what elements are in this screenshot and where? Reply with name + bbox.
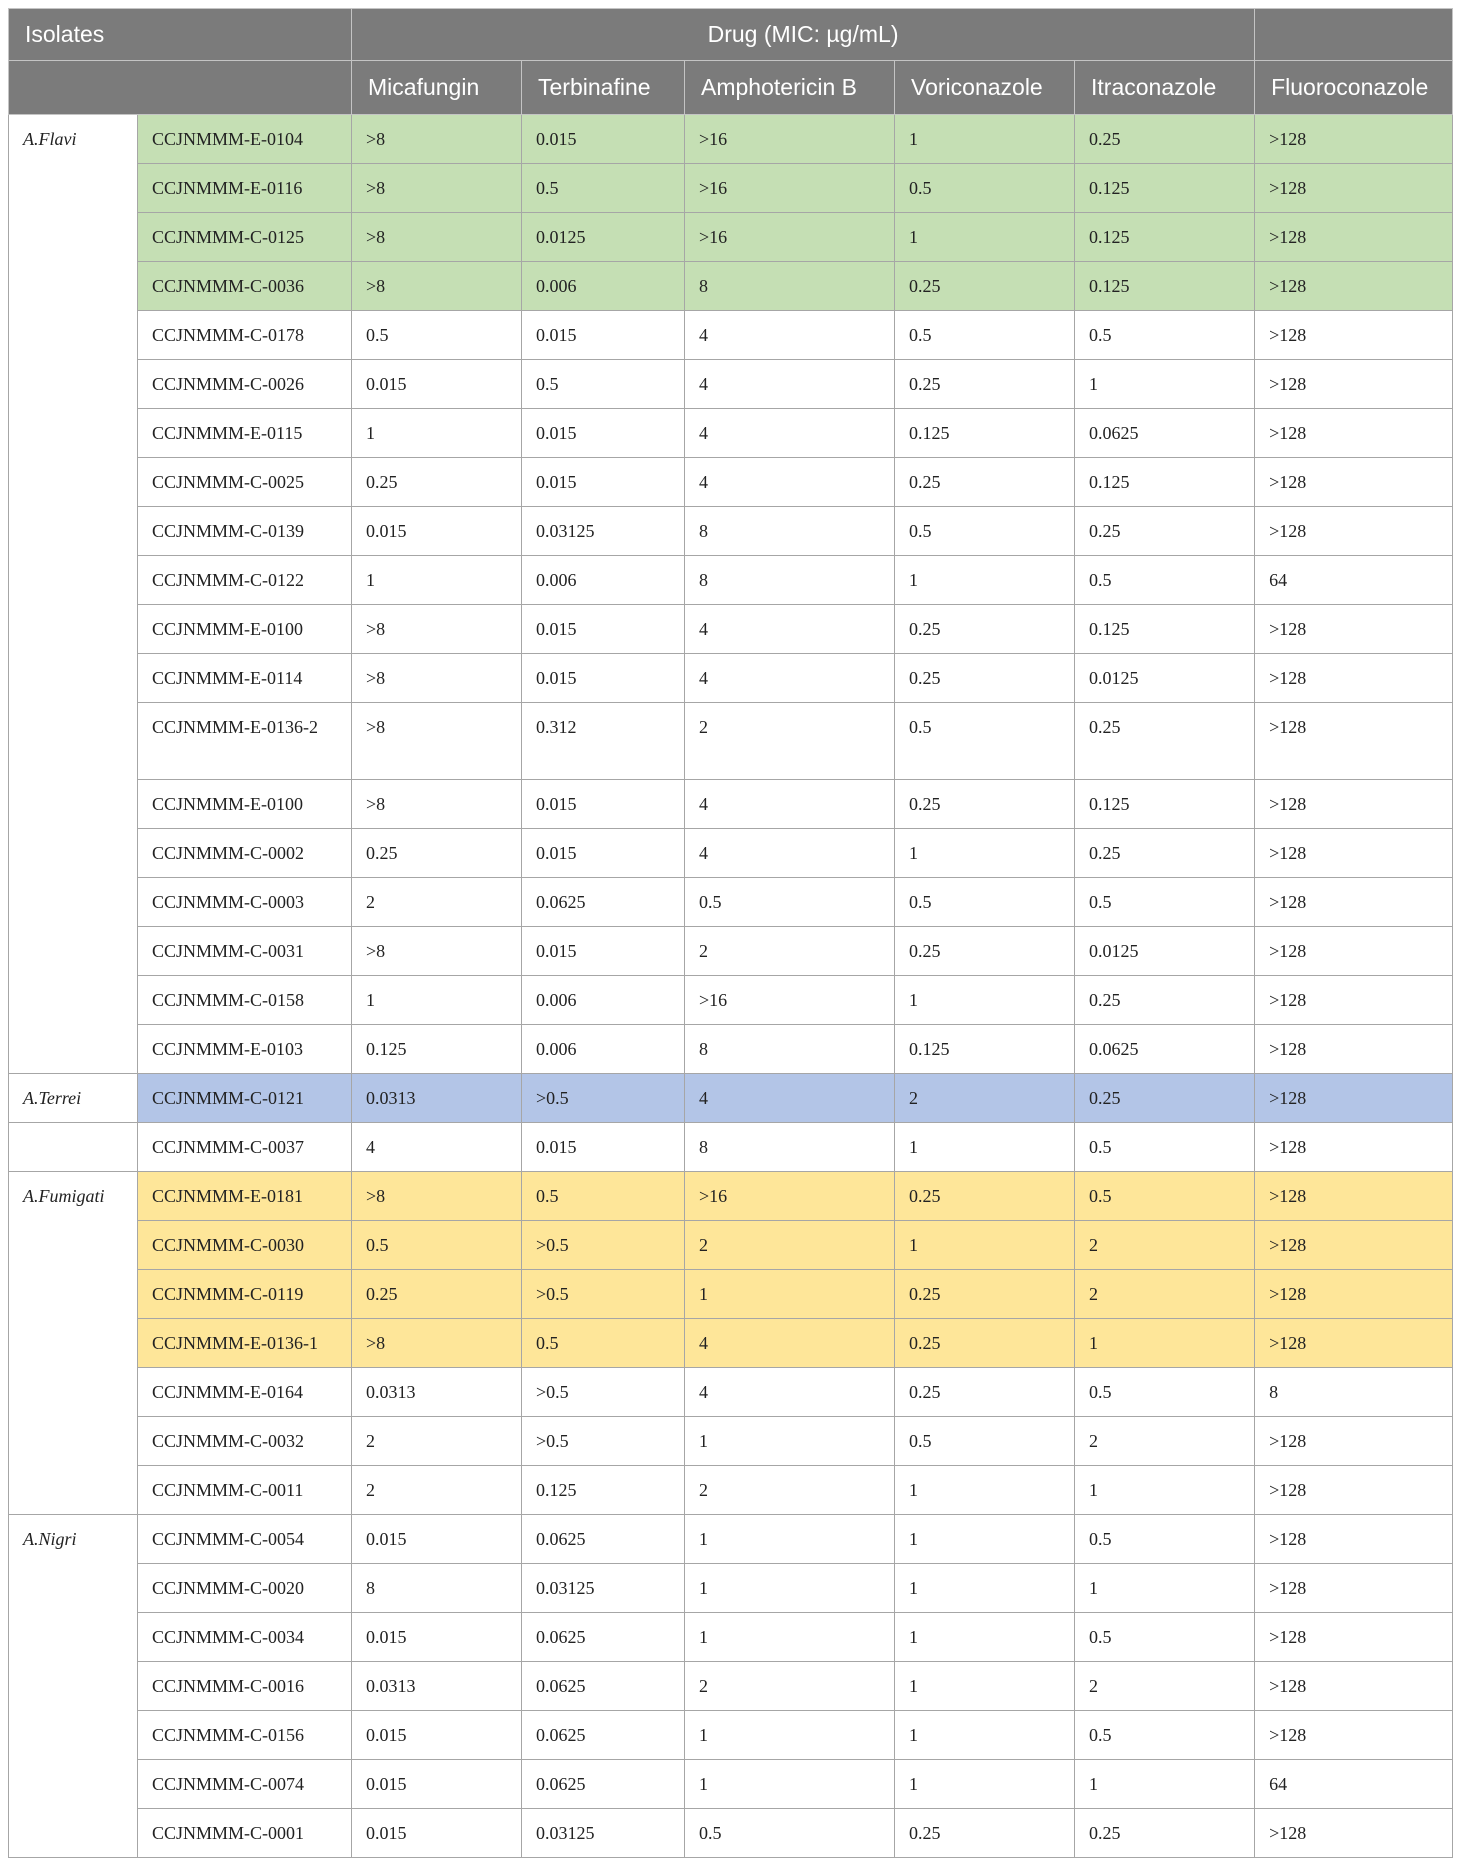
mic-value-cell: >128	[1255, 976, 1453, 1025]
mic-value-cell: 0.125	[895, 1025, 1075, 1074]
mic-value-cell: 2	[352, 1466, 522, 1515]
mic-value-cell: 0.5	[1075, 1711, 1255, 1760]
isolate-id-cell: CCJNMMM-C-0156	[138, 1711, 352, 1760]
mic-value-cell: 1	[352, 976, 522, 1025]
isolate-id-cell: CCJNMMM-E-0164	[138, 1368, 352, 1417]
mic-value-cell: >128	[1255, 409, 1453, 458]
table-row	[9, 780, 1453, 829]
mic-value-cell: 1	[685, 1613, 895, 1662]
mic-value-cell: 0.125	[1075, 780, 1255, 829]
mic-value-cell: >8	[352, 605, 522, 654]
column-header: Amphotericin B	[685, 61, 895, 115]
mic-value-cell: 2	[1075, 1662, 1255, 1711]
mic-value-cell: >128	[1255, 360, 1453, 409]
group-label-empty	[9, 1123, 138, 1172]
mic-value-cell: 0.25	[895, 1368, 1075, 1417]
mic-value-cell: >128	[1255, 703, 1453, 780]
table-row	[9, 507, 1453, 556]
isolate-id-cell: CCJNMMM-C-0034	[138, 1613, 352, 1662]
isolate-id-cell: CCJNMMM-C-0119	[138, 1270, 352, 1319]
group-label: A.Fumigati	[9, 1172, 138, 1515]
mic-value-cell: 0.125	[895, 409, 1075, 458]
table-row	[9, 829, 1453, 878]
mic-value-cell: 1	[1075, 1466, 1255, 1515]
mic-value-cell: >128	[1255, 262, 1453, 311]
mic-value-cell: 1	[685, 1711, 895, 1760]
mic-value-cell: >8	[352, 213, 522, 262]
mic-value-cell: 2	[1075, 1270, 1255, 1319]
mic-value-cell: >0.5	[522, 1368, 685, 1417]
mic-value-cell: >8	[352, 654, 522, 703]
mic-value-cell: >16	[685, 213, 895, 262]
mic-value-cell: 8	[352, 1564, 522, 1613]
table-row	[9, 1760, 1453, 1809]
mic-value-cell: 64	[1255, 556, 1453, 605]
isolate-id-cell: CCJNMMM-C-0032	[138, 1417, 352, 1466]
mic-value-cell: >8	[352, 703, 522, 780]
table-row	[9, 927, 1453, 976]
mic-value-cell: 1	[352, 409, 522, 458]
isolate-id-cell: CCJNMMM-C-0139	[138, 507, 352, 556]
mic-value-cell: 0.25	[352, 829, 522, 878]
isolate-id-cell: CCJNMMM-C-0001	[138, 1809, 352, 1858]
mic-value-cell: 0.0625	[522, 878, 685, 927]
header-blank-cell	[1255, 9, 1453, 61]
table-row	[9, 1221, 1453, 1270]
mic-value-cell: 0.25	[1075, 507, 1255, 556]
mic-value-cell: 1	[895, 1221, 1075, 1270]
mic-value-cell: 0.015	[522, 605, 685, 654]
mic-value-cell: 0.312	[522, 703, 685, 780]
mic-value-cell: 0.25	[895, 1319, 1075, 1368]
table-row	[9, 1123, 1453, 1172]
mic-value-cell: 4	[685, 829, 895, 878]
mic-value-cell: 0.015	[522, 654, 685, 703]
column-header: Itraconazole	[1075, 61, 1255, 115]
table-row	[9, 976, 1453, 1025]
mic-value-cell: 0.015	[522, 115, 685, 164]
mic-value-cell: 0.25	[895, 1172, 1075, 1221]
mic-value-cell: >128	[1255, 1270, 1453, 1319]
isolate-id-cell: CCJNMMM-E-0181	[138, 1172, 352, 1221]
isolate-id-cell: CCJNMMM-E-0136-2	[138, 703, 352, 780]
mic-value-cell: 0.5	[522, 360, 685, 409]
group-label: A.Terrei	[9, 1074, 138, 1123]
column-header: Fluoroconazole	[1255, 61, 1453, 115]
mic-value-cell: 0.5	[1075, 1515, 1255, 1564]
mic-value-cell: >16	[685, 1172, 895, 1221]
mic-value-cell: 64	[1255, 1760, 1453, 1809]
mic-value-cell: 0.25	[352, 1270, 522, 1319]
isolate-id-cell: CCJNMMM-C-0121	[138, 1074, 352, 1123]
table-row	[9, 1319, 1453, 1368]
mic-value-cell: >128	[1255, 507, 1453, 556]
mic-value-cell: 1	[895, 213, 1075, 262]
mic-value-cell: 1	[685, 1760, 895, 1809]
mic-value-cell: >128	[1255, 1711, 1453, 1760]
mic-value-cell: 4	[685, 409, 895, 458]
mic-value-cell: >128	[1255, 1662, 1453, 1711]
mic-value-cell: 0.006	[522, 556, 685, 605]
mic-value-cell: 4	[352, 1123, 522, 1172]
mic-value-cell: 1	[895, 1760, 1075, 1809]
mic-value-cell: >128	[1255, 654, 1453, 703]
table-row	[9, 703, 1453, 780]
mic-value-cell: 0.0625	[522, 1515, 685, 1564]
mic-value-cell: >8	[352, 164, 522, 213]
mic-value-cell: 0.5	[352, 1221, 522, 1270]
mic-value-cell: 0.125	[1075, 605, 1255, 654]
isolate-id-cell: CCJNMMM-C-0054	[138, 1515, 352, 1564]
mic-value-cell: 0.0625	[522, 1760, 685, 1809]
mic-value-cell: >8	[352, 927, 522, 976]
mic-value-cell: 0.015	[522, 780, 685, 829]
mic-value-cell: 2	[685, 1662, 895, 1711]
isolate-id-cell: CCJNMMM-C-0122	[138, 556, 352, 605]
mic-value-cell: 0.03125	[522, 1809, 685, 1858]
mic-value-cell: 8	[685, 262, 895, 311]
table-row	[9, 262, 1453, 311]
mic-value-cell: >128	[1255, 1466, 1453, 1515]
mic-value-cell: 0.0313	[352, 1074, 522, 1123]
mic-value-cell: 0.25	[895, 927, 1075, 976]
mic-value-cell: >16	[685, 115, 895, 164]
isolate-id-cell: CCJNMMM-C-0025	[138, 458, 352, 507]
mic-value-cell: >128	[1255, 780, 1453, 829]
mic-value-cell: >128	[1255, 1564, 1453, 1613]
mic-value-cell: 2	[685, 1221, 895, 1270]
mic-value-cell: 8	[685, 1025, 895, 1074]
mic-value-cell: 0.015	[522, 458, 685, 507]
mic-value-cell: 0.0625	[1075, 409, 1255, 458]
isolate-id-cell: CCJNMMM-E-0116	[138, 164, 352, 213]
mic-value-cell: 4	[685, 1319, 895, 1368]
table-row	[9, 1515, 1453, 1564]
table-row	[9, 1613, 1453, 1662]
mic-value-cell: 0.006	[522, 1025, 685, 1074]
isolates-header: Isolates	[9, 9, 352, 61]
mic-value-cell: 0.0313	[352, 1368, 522, 1417]
table-row	[9, 1564, 1453, 1613]
isolate-id-cell: CCJNMMM-C-0037	[138, 1123, 352, 1172]
isolate-id-cell: CCJNMMM-C-0011	[138, 1466, 352, 1515]
isolate-id-cell: CCJNMMM-C-0178	[138, 311, 352, 360]
table-row	[9, 311, 1453, 360]
mic-value-cell: 0.5	[1075, 1613, 1255, 1662]
mic-value-cell: 0.015	[522, 1123, 685, 1172]
mic-value-cell: 2	[352, 1417, 522, 1466]
isolate-id-cell: CCJNMMM-E-0115	[138, 409, 352, 458]
mic-value-cell: 1	[895, 1466, 1075, 1515]
mic-value-cell: 1	[895, 976, 1075, 1025]
mic-value-cell: 0.25	[895, 605, 1075, 654]
mic-value-cell: 0.25	[895, 654, 1075, 703]
mic-value-cell: 0.25	[352, 458, 522, 507]
mic-value-cell: 0.5	[895, 1417, 1075, 1466]
mic-value-cell: >128	[1255, 1074, 1453, 1123]
mic-value-cell: 0.015	[352, 1711, 522, 1760]
mic-value-cell: >0.5	[522, 1270, 685, 1319]
mic-value-cell: >128	[1255, 1809, 1453, 1858]
table-row	[9, 654, 1453, 703]
isolate-id-cell: CCJNMMM-C-0158	[138, 976, 352, 1025]
mic-value-cell: >128	[1255, 164, 1453, 213]
mic-value-cell: 0.0625	[522, 1711, 685, 1760]
isolate-id-cell: CCJNMMM-E-0114	[138, 654, 352, 703]
mic-value-cell: 2	[685, 927, 895, 976]
table-row	[9, 458, 1453, 507]
mic-value-cell: 0.015	[522, 927, 685, 976]
isolate-id-cell: CCJNMMM-C-0016	[138, 1662, 352, 1711]
mic-value-cell: 1	[895, 1515, 1075, 1564]
mic-value-cell: >128	[1255, 1319, 1453, 1368]
mic-value-cell: >128	[1255, 1025, 1453, 1074]
mic-value-cell: >16	[685, 976, 895, 1025]
isolate-id-cell: CCJNMMM-E-0100	[138, 605, 352, 654]
table-row	[9, 1809, 1453, 1858]
mic-value-cell: >128	[1255, 1515, 1453, 1564]
mic-value-cell: >128	[1255, 213, 1453, 262]
mic-value-cell: 0.125	[352, 1025, 522, 1074]
mic-value-cell: 0.25	[1075, 829, 1255, 878]
mic-value-cell: >8	[352, 780, 522, 829]
table-row	[9, 605, 1453, 654]
mic-value-cell: 0.03125	[522, 507, 685, 556]
table-row	[9, 878, 1453, 927]
mic-value-cell: >128	[1255, 115, 1453, 164]
mic-value-cell: >0.5	[522, 1221, 685, 1270]
mic-value-cell: 0.5	[895, 507, 1075, 556]
mic-value-cell: >16	[685, 164, 895, 213]
mic-value-cell: 2	[685, 1466, 895, 1515]
mic-value-cell: 4	[685, 780, 895, 829]
mic-value-cell: 2	[1075, 1417, 1255, 1466]
mic-value-cell: 0.25	[895, 1809, 1075, 1858]
isolate-id-cell: CCJNMMM-C-0003	[138, 878, 352, 927]
mic-value-cell: 1	[895, 829, 1075, 878]
table-row	[9, 556, 1453, 605]
isolate-id-cell: CCJNMMM-C-0030	[138, 1221, 352, 1270]
mic-value-cell: 1	[895, 1662, 1075, 1711]
mic-value-cell: 8	[685, 1123, 895, 1172]
mic-value-cell: 0.25	[895, 262, 1075, 311]
mic-value-cell: >128	[1255, 1172, 1453, 1221]
table-row	[9, 1662, 1453, 1711]
mic-value-cell: 0.25	[1075, 1074, 1255, 1123]
mic-value-cell: 0.25	[895, 458, 1075, 507]
column-header: Micafungin	[352, 61, 522, 115]
mic-value-cell: 0.5	[895, 164, 1075, 213]
mic-value-cell: >128	[1255, 829, 1453, 878]
table-row	[9, 115, 1453, 164]
mic-value-cell: 4	[685, 1368, 895, 1417]
isolate-id-cell: CCJNMMM-C-0125	[138, 213, 352, 262]
table-row	[9, 213, 1453, 262]
mic-value-cell: 0.5	[522, 164, 685, 213]
mic-value-cell: 0.006	[522, 976, 685, 1025]
mic-value-cell: 0.015	[522, 311, 685, 360]
mic-value-cell: 0.0625	[522, 1613, 685, 1662]
mic-value-cell: >128	[1255, 605, 1453, 654]
mic-value-cell: 0.5	[522, 1319, 685, 1368]
mic-value-cell: >128	[1255, 1417, 1453, 1466]
mic-value-cell: 0.015	[352, 360, 522, 409]
mic-value-cell: 0.5	[895, 311, 1075, 360]
isolate-id-cell: CCJNMMM-C-0026	[138, 360, 352, 409]
mic-value-cell: 8	[1255, 1368, 1453, 1417]
mic-value-cell: 4	[685, 1074, 895, 1123]
isolate-id-cell: CCJNMMM-E-0104	[138, 115, 352, 164]
mic-value-cell: >8	[352, 1319, 522, 1368]
mic-value-cell: 0.5	[352, 311, 522, 360]
mic-value-cell: 0.0313	[352, 1662, 522, 1711]
mic-value-cell: 0.25	[895, 1270, 1075, 1319]
mic-value-cell: 0.125	[522, 1466, 685, 1515]
mic-value-cell: 0.25	[895, 780, 1075, 829]
column-header: Voriconazole	[895, 61, 1075, 115]
mic-value-cell: 4	[685, 458, 895, 507]
table-row	[9, 1368, 1453, 1417]
table-row	[9, 409, 1453, 458]
mic-value-cell: >128	[1255, 458, 1453, 507]
table-row	[9, 1417, 1453, 1466]
mic-value-cell: 0.0125	[1075, 927, 1255, 976]
mic-value-cell: 0.125	[1075, 164, 1255, 213]
table-row	[9, 1025, 1453, 1074]
mic-value-cell: 1	[895, 1711, 1075, 1760]
group-label: A.Flavi	[9, 115, 138, 1074]
mic-value-cell: >0.5	[522, 1074, 685, 1123]
mic-value-cell: 0.125	[1075, 262, 1255, 311]
mic-value-cell: 0.015	[522, 829, 685, 878]
mic-value-cell: 0.0625	[1075, 1025, 1255, 1074]
mic-value-cell: 0.5	[1075, 1172, 1255, 1221]
mic-value-cell: >128	[1255, 1613, 1453, 1662]
mic-value-cell: 1	[1075, 360, 1255, 409]
mic-value-cell: 0.015	[352, 507, 522, 556]
mic-value-cell: 1	[685, 1270, 895, 1319]
mic-value-cell: >8	[352, 262, 522, 311]
mic-value-cell: 0.25	[1075, 1809, 1255, 1858]
mic-value-cell: 0.5	[1075, 311, 1255, 360]
mic-value-cell: >128	[1255, 878, 1453, 927]
mic-value-cell: 1	[895, 1123, 1075, 1172]
mic-value-cell: 0.0125	[522, 213, 685, 262]
mic-value-cell: 0.5	[1075, 1368, 1255, 1417]
table-header	[9, 9, 1453, 115]
mic-value-cell: 0.5	[1075, 1123, 1255, 1172]
mic-value-cell: 1	[685, 1417, 895, 1466]
mic-value-cell: 4	[685, 654, 895, 703]
mic-value-cell: 8	[685, 507, 895, 556]
mic-value-cell: >128	[1255, 1123, 1453, 1172]
mic-value-cell: 1	[1075, 1319, 1255, 1368]
isolate-id-cell: CCJNMMM-E-0100	[138, 780, 352, 829]
mic-value-cell: 2	[895, 1074, 1075, 1123]
mic-value-cell: 1	[685, 1515, 895, 1564]
mic-value-cell: 1	[895, 1613, 1075, 1662]
mic-value-cell: 0.006	[522, 262, 685, 311]
mic-value-cell: 0.5	[1075, 878, 1255, 927]
mic-value-cell: >0.5	[522, 1417, 685, 1466]
isolate-id-cell: CCJNMMM-C-0020	[138, 1564, 352, 1613]
mic-value-cell: 4	[685, 605, 895, 654]
mic-value-cell: 4	[685, 311, 895, 360]
group-label: A.Nigri	[9, 1515, 138, 1858]
isolate-id-cell: CCJNMMM-C-0036	[138, 262, 352, 311]
mic-value-cell: 0.5	[895, 878, 1075, 927]
table-row	[9, 1172, 1453, 1221]
mic-value-cell: 1	[895, 1564, 1075, 1613]
mic-value-cell: 8	[685, 556, 895, 605]
drug-header: Drug (MIC: µg/mL)	[352, 9, 1255, 61]
mic-value-cell: 0.5	[895, 703, 1075, 780]
mic-value-cell: 0.25	[1075, 976, 1255, 1025]
mic-value-cell: 0.125	[1075, 213, 1255, 262]
isolate-id-cell: CCJNMMM-C-0002	[138, 829, 352, 878]
mic-value-cell: 0.015	[352, 1515, 522, 1564]
mic-value-cell: 0.5	[1075, 556, 1255, 605]
mic-value-cell: 1	[352, 556, 522, 605]
mic-value-cell: 4	[685, 360, 895, 409]
table-row	[9, 1711, 1453, 1760]
mic-value-cell: >8	[352, 115, 522, 164]
mic-value-cell: 0.015	[352, 1760, 522, 1809]
mic-value-cell: >128	[1255, 1221, 1453, 1270]
mic-value-cell: 1	[685, 1564, 895, 1613]
isolate-id-cell: CCJNMMM-C-0074	[138, 1760, 352, 1809]
table-row	[9, 1466, 1453, 1515]
mic-value-cell: 0.015	[352, 1613, 522, 1662]
mic-value-cell: 1	[895, 115, 1075, 164]
mic-value-cell: 2	[685, 703, 895, 780]
isolate-id-cell: CCJNMMM-E-0103	[138, 1025, 352, 1074]
mic-value-cell: 0.5	[685, 1809, 895, 1858]
mic-value-cell: 1	[895, 556, 1075, 605]
mic-value-cell: 1	[1075, 1760, 1255, 1809]
mic-value-cell: 0.015	[352, 1809, 522, 1858]
mic-table	[8, 8, 1453, 1858]
mic-value-cell: 0.5	[685, 878, 895, 927]
mic-value-cell: 0.125	[1075, 458, 1255, 507]
mic-value-cell: 2	[352, 878, 522, 927]
isolate-id-cell: CCJNMMM-C-0031	[138, 927, 352, 976]
mic-value-cell: >128	[1255, 311, 1453, 360]
mic-value-cell: 0.5	[522, 1172, 685, 1221]
table-row	[9, 360, 1453, 409]
mic-value-cell: 0.015	[522, 409, 685, 458]
column-header: Terbinafine	[522, 61, 685, 115]
mic-value-cell: >8	[352, 1172, 522, 1221]
table-row	[9, 164, 1453, 213]
mic-value-cell: 1	[1075, 1564, 1255, 1613]
mic-value-cell: 2	[1075, 1221, 1255, 1270]
mic-value-cell: 0.25	[895, 360, 1075, 409]
isolate-id-cell: CCJNMMM-E-0136-1	[138, 1319, 352, 1368]
table-body	[9, 115, 1453, 1858]
header-spacer-cell	[9, 61, 352, 115]
mic-value-cell: 0.25	[1075, 703, 1255, 780]
mic-value-cell: >128	[1255, 927, 1453, 976]
mic-value-cell: 0.0125	[1075, 654, 1255, 703]
mic-value-cell: 0.03125	[522, 1564, 685, 1613]
table-row	[9, 1270, 1453, 1319]
table-row	[9, 1074, 1453, 1123]
mic-value-cell: 0.0625	[522, 1662, 685, 1711]
mic-value-cell: 0.25	[1075, 115, 1255, 164]
